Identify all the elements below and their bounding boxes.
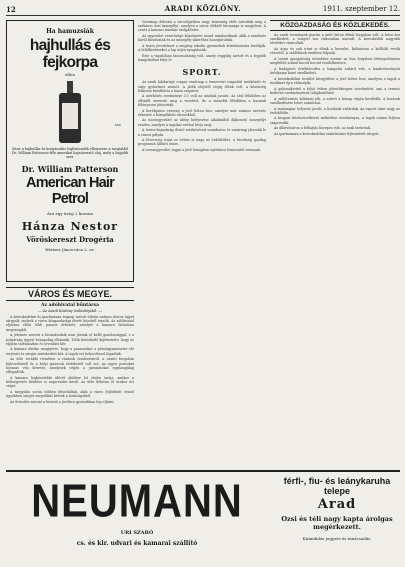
economy-body: Az aradi termények piacán a múlt héten élénk forgalom volt. A búza ára emelkedett, a tengeri ára változatlan maradt. A kereskedők nagyobb tételeket vásároltak. Az árpa és zab iránt is élénk a kereslet, különösen a külföldi vevők részéről. A szállítások rendben folynak. A vasúti igazgatóság értesítése szerint az őszi forgalom lebonyolítására megfelelő számú kocsit bocsát rendelkezésre. A budapesti értéktőzsdén a hangulat szilárd volt, a bankrészvények árfolyama kissé emelkedett. A kereskedelmi testület közgyűlése a jövő héten lesz, amelyen a tagok a tisztikart újra választják. A gabonakivitel a folyó évben jelentékenyen növekedett, ami a termés kedvező eredményének tulajdonítható. A szőlőtermés kilátásai jók, a szüret a hónap végén kezdődik. A borárak emelkedésére lehet számítani. A malomipar helyzete javult, a lisztárak szilárdak. Az export iránt nagy az érdeklődés. A kisipari hitelszövetkezet működése eredményes, a tagok száma folyton szaporodik. Az állatvásáron a felhajtás közepes volt, az árak tartottak. Az iparkamara a kereskedelmi szakoktatás fejlesztését sürgeti. xyxy=(270,33,400,137)
article-body: A kereskedelmi és iparkamara tegnap tartott ülésén számos fontos ügyet tárgyalt, melyek a város közgazdasági életét közelről érintik. Az adóhivatal eljárása ellen több panasz érkezett, amelyet a kamara behatóan megvizsgált. A jelentés szerint a hivatalnokok nem járnak el kellő gondossággal, s a polgárság ügyeit hónapokig elhúzzák. Több kereskedő kijelentette, hogy az eljárás tarthatatlan és orvoslást kér. A kamara elnöke megígérte, hogy a panaszokat a pénzügyminiszter elé terjeszti és sürgős intézkedést kér. A tagok ezt helyesléssel fogadták. Az ülés további részében a vásárok rendezéséről, a vasúti forgalom fejlesztéséről és a helyi iparosok érdekeiről volt szó. Az egyes pontokat hosszas vita követte, amelynek végén a javaslatokat egyhangúlag elfogadták. A kamara legközelebbi ülését október hó elején tartja, amikor a költségvetés kérdése is napirendre kerül. Az ülés délután öt órakor ért véget. A tárgyalás során többen felszólaltak, akik a város fejlődését érintő ügyekben sürgős megoldást kértek a hatóságoktól. Az értesítés szerint a hivatal a jövőben gyorsabban fog eljárni. xyxy=(6,315,134,404)
neumann-sub: URI SZABÓ xyxy=(120,530,154,536)
neumann-tagline: cs. és kir. udvari és kamarai szállító xyxy=(76,540,198,547)
bottom-advertisements xyxy=(6,470,400,563)
column-1 xyxy=(6,20,134,405)
section-heading-sport: SPORT. xyxy=(182,67,222,78)
ad-brand-line2: ellen xyxy=(65,72,75,77)
ad-product-name: American Hair Petrol xyxy=(26,174,114,207)
store-line3: Ozsi és téli nagy kapta árolgas megérkezett. xyxy=(281,515,393,531)
ad-note: Most a hajhullás és korpásodás legbiztosabb ellenszere a megtalált Dr. William Patterson-féle amerikai hajnövesztő olaj, mely a legjobb szer. xyxy=(11,147,129,160)
ad-intro: Ha hamuzsiák xyxy=(46,28,94,35)
ad-brand-line1: hajhullás és fejkorpa xyxy=(29,37,111,71)
column-2 xyxy=(138,20,266,154)
ad-doctor-name: Dr. William Patterson xyxy=(21,163,119,174)
section-heading-kozgazdasag: KÖZGAZDASÁG ÉS KÖZLEKEDÉS. xyxy=(270,20,400,31)
masthead: ARADI KÖZLÖNY. xyxy=(164,4,242,13)
ad-seller: Hánza Nestor xyxy=(21,219,119,233)
section-heading-varos: VÁROS ÉS MEGYE. xyxy=(6,287,134,301)
page-number: 12 xyxy=(6,5,16,14)
neumann-advertisement xyxy=(6,476,268,562)
hair-petrol-advertisement xyxy=(6,20,134,282)
store-line4: Kirándulás jegyzés és tanácsadás. xyxy=(302,536,372,541)
neumann-name: NEUMANN xyxy=(31,476,243,527)
store-line1: férfi-, fiu- és leánykaruha telepe xyxy=(283,476,391,496)
issue-date: 1911. szeptember 12. xyxy=(322,5,400,13)
column-2-body-top: Vasárnap délután a városligetben nagy közönség előtt tartották meg a szokásos őszi ünnepélyt, amelyen a város előkelő társasága is megjelent. A zenét a katonai zenekar szolgáltatta. Az egyesület vezetősége köszönetet mond mindazoknak, akik a rendezés körül fáradoztak és az ünnepély sikeréhez hozzájárultak. A tiszta jövedelmet a szegény iskolás gyermekek felruházására fordítják. A felülfizetéseket a lap utján nyugtázzák. Este a vigadóban táncmulatság volt, amely reggelig tartott és a legjobb hangulatban folyt le. xyxy=(138,20,266,63)
sport-body: Az aradi labdarúgó csapat vasárnap a temesvári csapattal mérkőzött és szép győzelmet aratott. A játék elejétől végig élénk volt, a közönség lelkesen buzdította a hazai csapatot. A mérkőzés eredménye 3:1 volt az aradiak javára. Az első félidőben az ellenfél szerezte meg a vezetést, de a második félidőben a hazaiak fölényesen játszottak. A kerékpáros verseny a jövő héten lesz, amelyre már számos nevezés érkezett a környékbeli városokból. Az úszóegyesület az idény befejezése alkalmából díjkiosztó ünnepélyt rendez, amelyre a tagokat ezúton hívja meg. A tenisz-bajnokság döntő mérkőzéseit szombaton és vasárnap játsszák le a városi pályán. A lóverseny iránt ez évben is nagy az érdeklődés, a bizottság gazdag programot állított össze. A tornaegyesület tagjai a jövő hónapban nyilvános bemutatót tartanak. xyxy=(138,80,266,153)
column-3 xyxy=(270,20,400,138)
article-title: Az adóhivatal bűntársa xyxy=(41,303,99,308)
page-header xyxy=(6,4,400,16)
ad-price: Ára egy üveg 2 korona xyxy=(47,210,93,216)
article-byline: — Az Aradi Közlöny tudósítójától. — xyxy=(38,309,102,313)
clothing-store-advertisement xyxy=(274,476,400,562)
store-city: Arad xyxy=(317,497,357,512)
ad-mini-label: Mit! xyxy=(114,123,122,127)
bottle-illustration xyxy=(59,81,81,143)
ad-seller-sub: Vöröskereszt Drogéria xyxy=(26,234,114,244)
ad-address: Weitzer János-utca 2. sz. xyxy=(45,246,95,252)
